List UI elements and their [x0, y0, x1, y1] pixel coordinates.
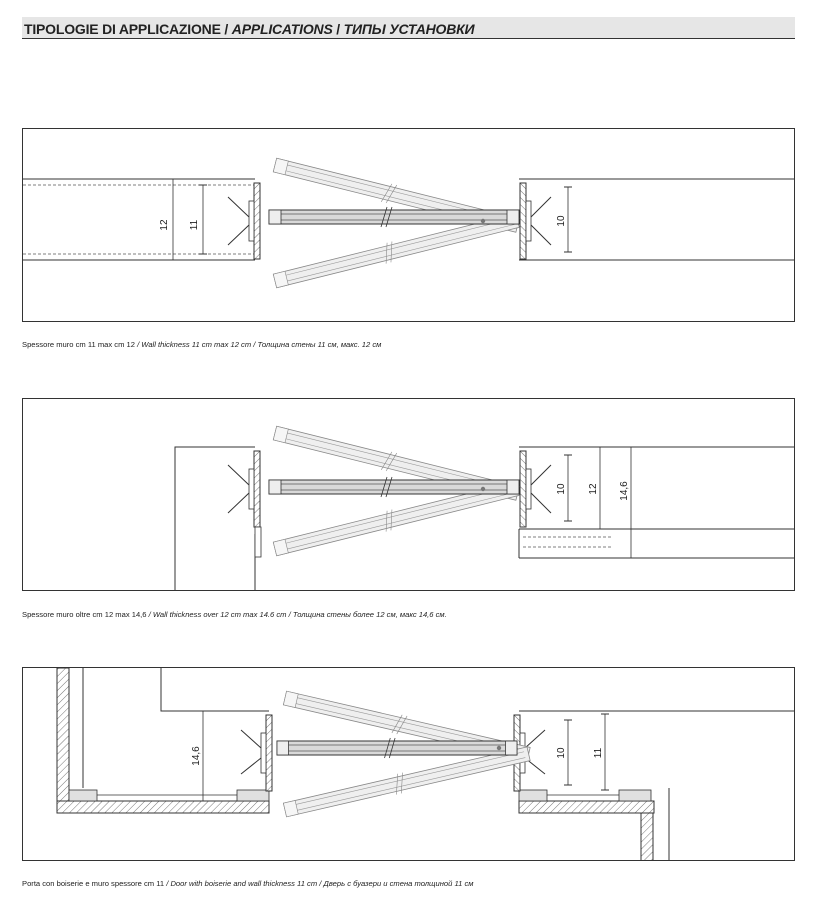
title-separator: /	[332, 21, 344, 37]
dim-label: 11	[189, 219, 200, 231]
caption-translations: / Wall thickness over 12 cm max 14.6 cm / Толщина стены более 12 см, макс 14,6 см.	[146, 610, 447, 619]
caption-translations: / Wall thickness 11 cm max 12 cm / Толщина стены 11 см, макс. 12 см	[134, 340, 382, 349]
dim-label: 11	[593, 747, 604, 759]
diagram-panel-2	[22, 398, 795, 591]
caption-italian: Porta con boiserie e muro spessore cm 11	[22, 879, 165, 888]
dim-label: 12	[159, 219, 170, 231]
diagram-panel-1	[22, 128, 795, 322]
section-title	[24, 21, 474, 37]
caption-italian: Spessore muro oltre cm 12 max 14,6	[22, 610, 147, 619]
diagram-caption-3	[22, 879, 473, 888]
title-russian: ТИПЫ УСТАНОВКИ	[343, 21, 475, 37]
dim-label: 10	[556, 215, 567, 227]
section-header	[22, 17, 795, 39]
title-english: APPLICATIONS	[231, 21, 333, 37]
diagram-drawing-3	[23, 668, 795, 861]
title-italian: TIPOLOGIE DI APPLICAZIONE	[24, 21, 221, 37]
caption-translations: / Door with boiserie and wall thickness 11 cm / Дверь с буазери и стена толщиной 11 см	[164, 879, 474, 888]
dim-label: 10	[556, 747, 567, 759]
dim-label: 12	[588, 483, 599, 495]
dim-label: 14,6	[619, 481, 630, 501]
diagram-drawing-2	[23, 399, 795, 591]
dim-label: 10	[556, 483, 567, 495]
diagram-drawing-1	[23, 129, 795, 322]
title-separator: /	[220, 21, 232, 37]
caption-italian: Spessore muro cm 11 max cm 12	[22, 340, 135, 349]
diagram-caption-2	[22, 610, 447, 619]
dim-label: 14,6	[191, 746, 202, 766]
diagram-caption-1	[22, 340, 381, 349]
diagram-panel-3	[22, 667, 795, 861]
